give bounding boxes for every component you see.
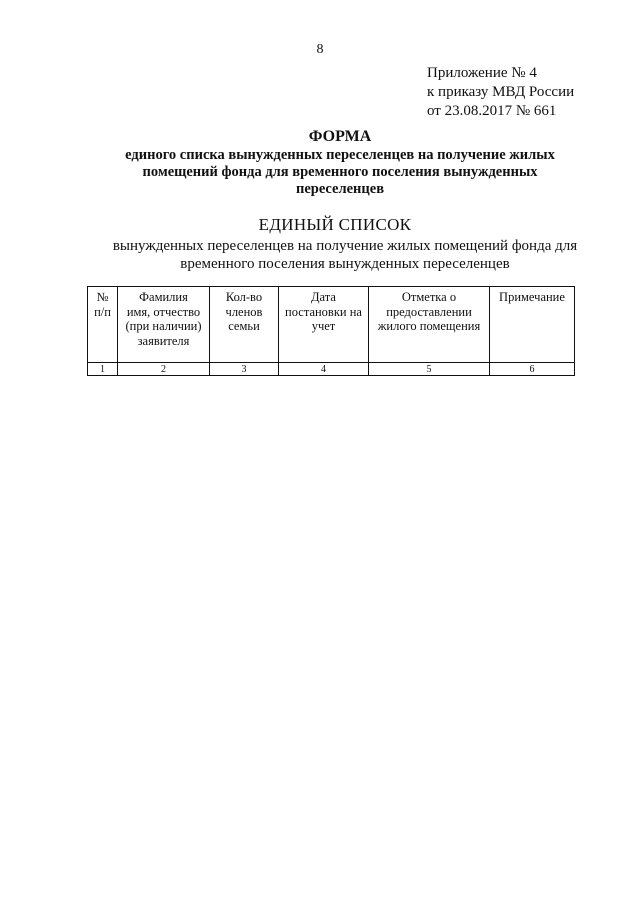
column-number: 1 xyxy=(88,363,118,376)
header-line: № xyxy=(96,290,109,304)
header-line: п/п xyxy=(94,304,111,319)
header-line: предоставлении xyxy=(386,304,472,319)
column-number: 2 xyxy=(118,363,210,376)
column-header-number xyxy=(88,287,118,363)
header-line: учет xyxy=(311,319,336,333)
column-number: 5 xyxy=(369,363,490,376)
form-heading-line: помещений фонда для временного поселения вынужденных xyxy=(142,164,538,180)
form-heading-line: переселенцев xyxy=(295,181,385,197)
list-subtitle xyxy=(60,237,630,273)
form-heading-line: единого списка вынужденных переселенцев на получение жилых xyxy=(125,147,555,163)
column-header-family-size xyxy=(210,287,279,363)
list-subtitle-line: вынужденных переселенцев на получение жилых помещений фонда для xyxy=(112,238,578,254)
column-number-row xyxy=(88,363,575,376)
header-line: семьи xyxy=(228,319,260,333)
header-line: заявителя xyxy=(137,333,190,348)
page-number: 8 xyxy=(316,42,324,57)
header-line: жилого помещения xyxy=(377,319,481,333)
list-title: ЕДИНЫЙ СПИСОК xyxy=(258,215,412,234)
list-subtitle-line: временного поселения вынужденных переселенцев xyxy=(180,256,510,272)
header-line: Отметка о xyxy=(401,290,457,304)
header-line: имя, отчество xyxy=(126,304,201,319)
table-header-row xyxy=(88,287,575,363)
appendix-line: от 23.08.2017 № 661 xyxy=(427,103,557,119)
appendix-line: к приказу МВД России xyxy=(427,84,575,100)
header-line: Фамилия xyxy=(139,290,188,304)
header-line: постановки на xyxy=(285,304,362,319)
header-line: Кол-во xyxy=(225,290,263,304)
form-title: ФОРМА xyxy=(308,128,372,145)
column-header-name xyxy=(118,287,210,363)
appendix-line: Приложение № 4 xyxy=(427,65,537,81)
header-line: Дата xyxy=(311,290,336,304)
appendix-reference xyxy=(427,64,574,121)
header-line: членов xyxy=(225,304,263,319)
header-line: (при наличии) xyxy=(125,319,202,333)
column-header-note xyxy=(490,287,575,363)
column-header-registration-date xyxy=(279,287,369,363)
column-number: 4 xyxy=(279,363,369,376)
column-number: 3 xyxy=(210,363,279,376)
column-number: 6 xyxy=(490,363,575,376)
form-heading xyxy=(60,128,620,198)
form-table xyxy=(87,286,575,376)
column-header-housing-mark xyxy=(369,287,490,363)
header-line: Примечание xyxy=(499,290,565,304)
